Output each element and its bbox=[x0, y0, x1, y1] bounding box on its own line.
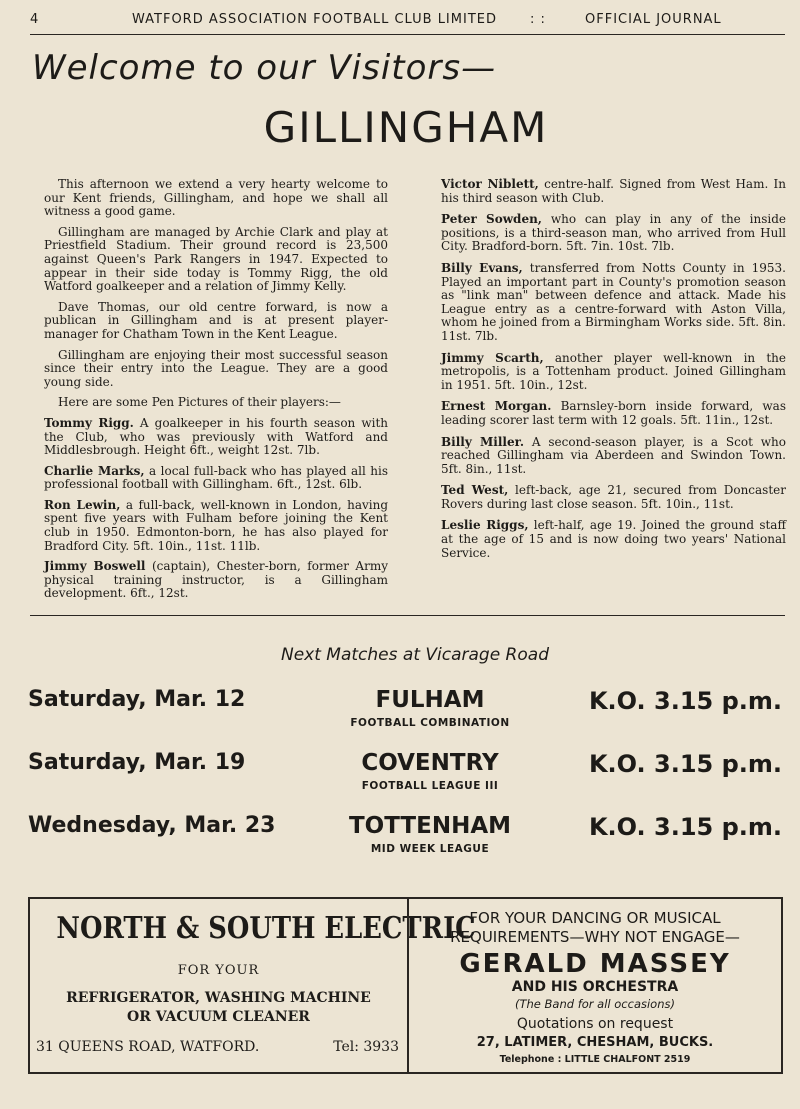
player-profile bbox=[441, 484, 786, 511]
match-competition: MID WEEK LEAGUE bbox=[370, 843, 490, 855]
player-profile bbox=[441, 436, 786, 477]
page-header bbox=[30, 12, 785, 34]
massey-orchestra: AND HIS ORCHESTRA bbox=[511, 979, 679, 995]
electric-products bbox=[30, 989, 407, 1027]
match-row bbox=[0, 687, 800, 747]
player-profile bbox=[441, 262, 786, 344]
electric-title: NORTH & SOUTH ELECTRIC bbox=[56, 911, 476, 946]
electric-advert bbox=[30, 899, 476, 1072]
page-number: 4 bbox=[30, 12, 40, 27]
header-rule bbox=[30, 34, 785, 35]
visiting-team-title: GILLINGHAM bbox=[263, 103, 549, 152]
left-column bbox=[44, 178, 388, 608]
electric-address: 31 QUEENS ROAD, WATFORD. bbox=[36, 1039, 260, 1055]
player-name: Victor Niblett, bbox=[441, 177, 539, 191]
player-text: a local full-back who has played all his professional football with Gillingham. 6ft., 12st. 6lb. bbox=[44, 463, 389, 492]
player-profile bbox=[441, 400, 786, 427]
massey-intro-line: REQUIREMENTS—WHY NOT ENGAGE— bbox=[450, 928, 740, 946]
player-name: Leslie Riggs, bbox=[441, 518, 529, 533]
welcome-heading: Welcome to our Visitors— bbox=[32, 48, 497, 88]
player-name: Peter Sowden, bbox=[441, 212, 542, 227]
player-text: Barnsley-born inside forward, was leading scorer last term with 12 goals. 5ft. 11in., 12st. bbox=[441, 399, 786, 427]
massey-tagline: (The Band for all occasions) bbox=[515, 997, 675, 1011]
player-profile bbox=[441, 213, 786, 254]
player-text: A goalkeeper in his fourth season with the Club, who was previously with Watford and Middlesbrough. Height 6ft., weight 12st. 7lb. bbox=[44, 415, 388, 458]
player-text: who can play in any of the inside positions, is a third-season man, who arrived from Hull City. Bradford-born. 5ft. 7in. 10st. 7lb. bbox=[441, 212, 786, 254]
match-row bbox=[0, 813, 800, 873]
match-date: Wednesday, Mar. 23 bbox=[28, 813, 276, 838]
massey-advert bbox=[409, 899, 781, 1072]
header-separator: : : bbox=[530, 12, 546, 27]
massey-address: 27, LATIMER, CHESHAM, BUCKS. bbox=[476, 1035, 714, 1050]
player-profile bbox=[441, 519, 786, 560]
massey-intro-line: FOR YOUR DANCING OR MUSICAL bbox=[469, 909, 721, 927]
electric-products-line: REFRIGERATOR, WASHING MACHINE bbox=[66, 990, 371, 1006]
player-profile bbox=[44, 417, 388, 458]
player-text: A second-season player, is a Scot who reached Gillingham via Aberdeen and Swindon Town. 5ft. 8in., 11st. bbox=[441, 434, 786, 476]
intro-paragraph: This afternoon we extend a very hearty welcome to our Kent friends, Gillingham, and hope we shall all witness a good game. bbox=[44, 177, 388, 219]
player-profile bbox=[441, 178, 786, 205]
player-text: left-back, age 21, secured from Doncaster Rovers during last close season. 5ft. 10in., 11st. bbox=[441, 483, 786, 511]
electric-products-line: OR VACUUM CLEANER bbox=[127, 1009, 310, 1025]
next-matches-title: Next Matches at Vicarage Road bbox=[281, 645, 549, 665]
electric-telephone: Tel: 3933 bbox=[333, 1039, 399, 1055]
massey-quotations: Quotations on request bbox=[516, 1016, 674, 1032]
season-paragraph: Gillingham are enjoying their most successful season since their entry into the League. They are a good young side. bbox=[44, 347, 388, 389]
match-competition: FOOTBALL LEAGUE III bbox=[361, 780, 499, 792]
player-text: centre-half. Signed from West Ham. In his third season with Club. bbox=[441, 177, 787, 205]
player-name: Ernest Morgan. bbox=[441, 399, 552, 414]
match-kickoff: K.O. 3.15 p.m. bbox=[588, 813, 782, 841]
manager-paragraph: Gillingham are managed by Archie Clark and play at Priestfield Stadium. Their ground record is 23,500 against Queen's Park Rangers in 1947. Expected to appear in their side today is Tommy Rigg, the old Watford goalkeeper and a relation of Jimmy Kelly. bbox=[44, 224, 388, 294]
massey-telephone: Telephone : LITTLE CHALFONT 2519 bbox=[499, 1054, 691, 1065]
player-profile bbox=[44, 560, 388, 601]
match-kickoff: K.O. 3.15 p.m. bbox=[588, 750, 782, 778]
player-profile bbox=[44, 465, 388, 492]
player-name: Jimmy Boswell bbox=[44, 559, 146, 574]
match-competition: FOOTBALL COMBINATION bbox=[350, 717, 510, 729]
player-name: Ted West, bbox=[441, 483, 509, 498]
player-text: transferred from Notts County in 1953. Played an important part in County's promotion season as "link man" between defence and attack. Made his League entry as a centre-forward with Aston Villa, whom he joined from a Birmingham Works side. 5ft. 8in. 11st. 7lb. bbox=[441, 260, 786, 343]
right-column bbox=[441, 178, 786, 568]
player-text: a full-back, well-known in London, having spent five years with Fulham before joining the Kent club in 1950. Edmonton-born, he has also played for Bradford City. 5ft. 10in., 11st. 11lb. bbox=[44, 497, 388, 553]
massey-intro bbox=[409, 909, 781, 947]
match-opponent: COVENTRY bbox=[361, 750, 499, 776]
match-opponent: TOTTENHAM bbox=[348, 813, 512, 839]
match-kickoff: K.O. 3.15 p.m. bbox=[588, 687, 782, 715]
player-name: Charlie Marks, bbox=[44, 463, 145, 478]
massey-name: GERALD MASSEY bbox=[459, 949, 731, 979]
player-text: another player well-known in the metropolis, is a Tottenham product. Joined Gillingham in 1951. 5ft. 10in., 12st. bbox=[441, 350, 787, 392]
player-profile bbox=[441, 352, 786, 393]
match-date: Saturday, Mar. 12 bbox=[28, 687, 246, 712]
player-text: left-half, age 19. Joined the ground staff at the age of 15 and is now doing two years' National Service. bbox=[441, 518, 786, 560]
player-name: Jimmy Scarth, bbox=[441, 350, 544, 365]
player-name: Billy Miller. bbox=[441, 434, 524, 449]
player-name: Billy Evans, bbox=[441, 260, 523, 275]
match-date: Saturday, Mar. 19 bbox=[28, 750, 246, 775]
player-profile bbox=[44, 499, 388, 553]
section-rule bbox=[30, 615, 785, 616]
journal-name: OFFICIAL JOURNAL bbox=[585, 12, 722, 27]
advertisement-box bbox=[28, 897, 783, 1074]
club-name: WATFORD ASSOCIATION FOOTBALL CLUB LIMITED bbox=[132, 12, 497, 27]
match-row bbox=[0, 750, 800, 810]
thomas-paragraph: Dave Thomas, our old centre forward, is now a publican in Gillingham and is at present player-manager for Chatham Town in the Kent League. bbox=[44, 299, 388, 341]
pen-pictures-intro: Here are some Pen Pictures of their players:— bbox=[58, 395, 341, 410]
player-name: Ron Lewin, bbox=[44, 497, 121, 512]
player-name: Tommy Rigg. bbox=[44, 415, 134, 430]
player-text: (captain), Chester-born, former Army physical training instructor, is a Gillingham development. 6ft., 12st. bbox=[44, 559, 388, 601]
electric-for-your: FOR YOUR bbox=[177, 963, 260, 978]
match-opponent: FULHAM bbox=[375, 687, 485, 713]
